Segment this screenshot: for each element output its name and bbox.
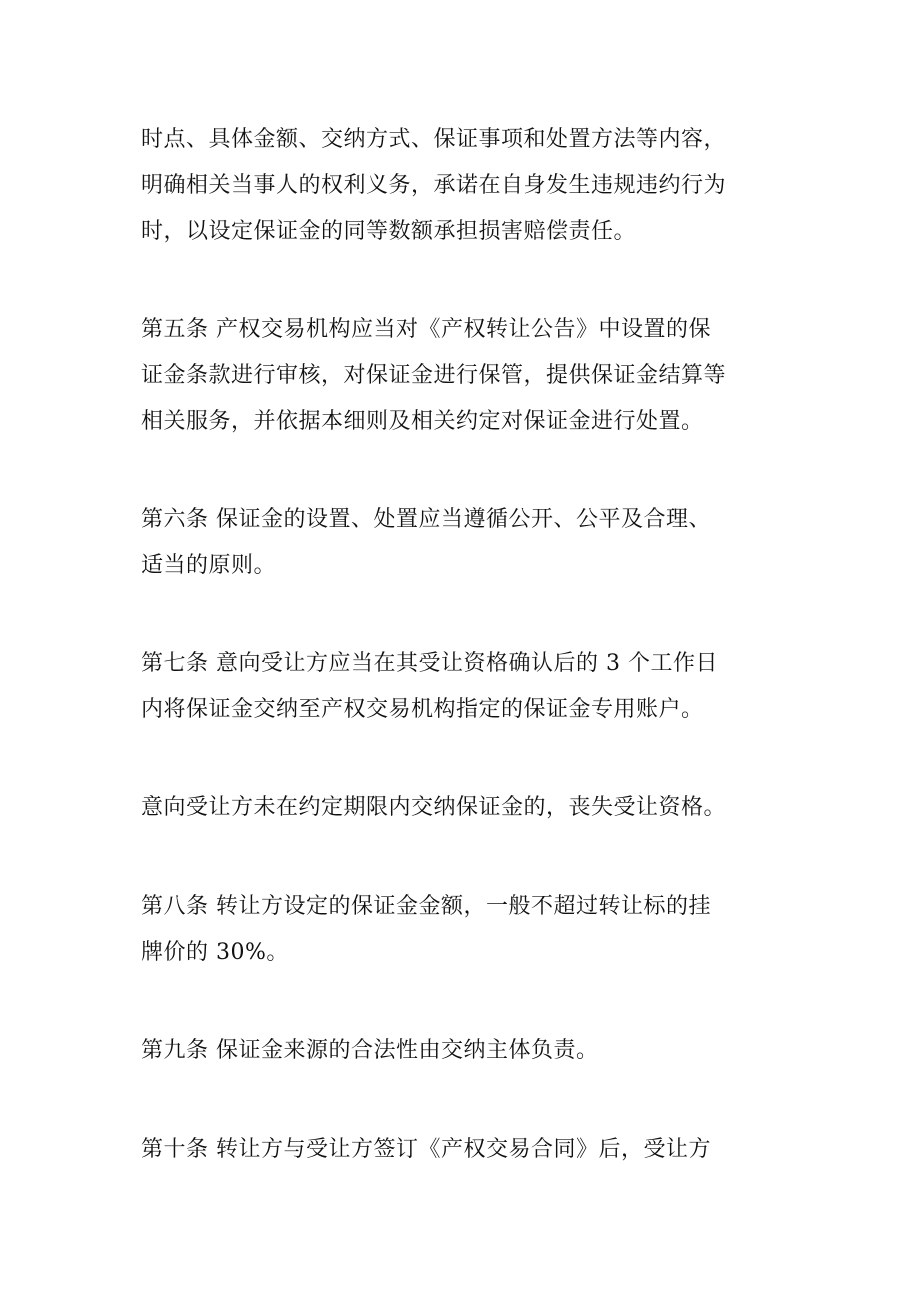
text-line: 第七条 意向受让方应当在其受让资格确认后的 3 个工作日 [141,651,718,676]
article-7-clause [141,785,801,831]
text-line: 牌价的 30%。 [141,940,289,965]
text-line: 意向受让方未在约定期限内交纳保证金的，丧失受让资格。 [141,795,727,820]
text-line: 第六条 保证金的设置、处置应当遵循公开、公平及合理、 [141,507,711,532]
article-10 [141,1127,801,1173]
text-line: 明确相关当事人的权利义务，承诺在自身发生违规违约行为 [141,173,727,198]
text-line: 相关服务，并依据本细则及相关约定对保证金进行处置。 [141,409,704,434]
text-line: 时，以设定保证金的同等数额承担损害赔偿责任。 [141,219,637,244]
text-line: 第十条 转让方与受让方签订《产权交易合同》后，受让方 [141,1137,711,1162]
text-line: 内将保证金交纳至产权交易机构指定的保证金专用账户。 [141,697,704,722]
paragraph-continuation [141,117,801,255]
article-7 [141,641,801,733]
text-line: 适当的原则。 [141,553,277,578]
text-line: 证金条款进行审核，对保证金进行保管，提供保证金结算等 [141,363,727,388]
text-line: 第八条 转让方设定的保证金金额，一般不超过转让标的挂 [141,894,711,919]
article-6 [141,497,801,589]
article-8 [141,884,801,976]
text-line: 第五条 产权交易机构应当对《产权转让公告》中设置的保 [141,317,711,342]
article-9 [141,1028,801,1074]
text-line: 时点、具体金额、交纳方式、保证事项和处置方法等内容， [141,127,727,152]
article-5 [141,307,801,445]
text-line: 第九条 保证金来源的合法性由交纳主体负责。 [141,1038,599,1063]
